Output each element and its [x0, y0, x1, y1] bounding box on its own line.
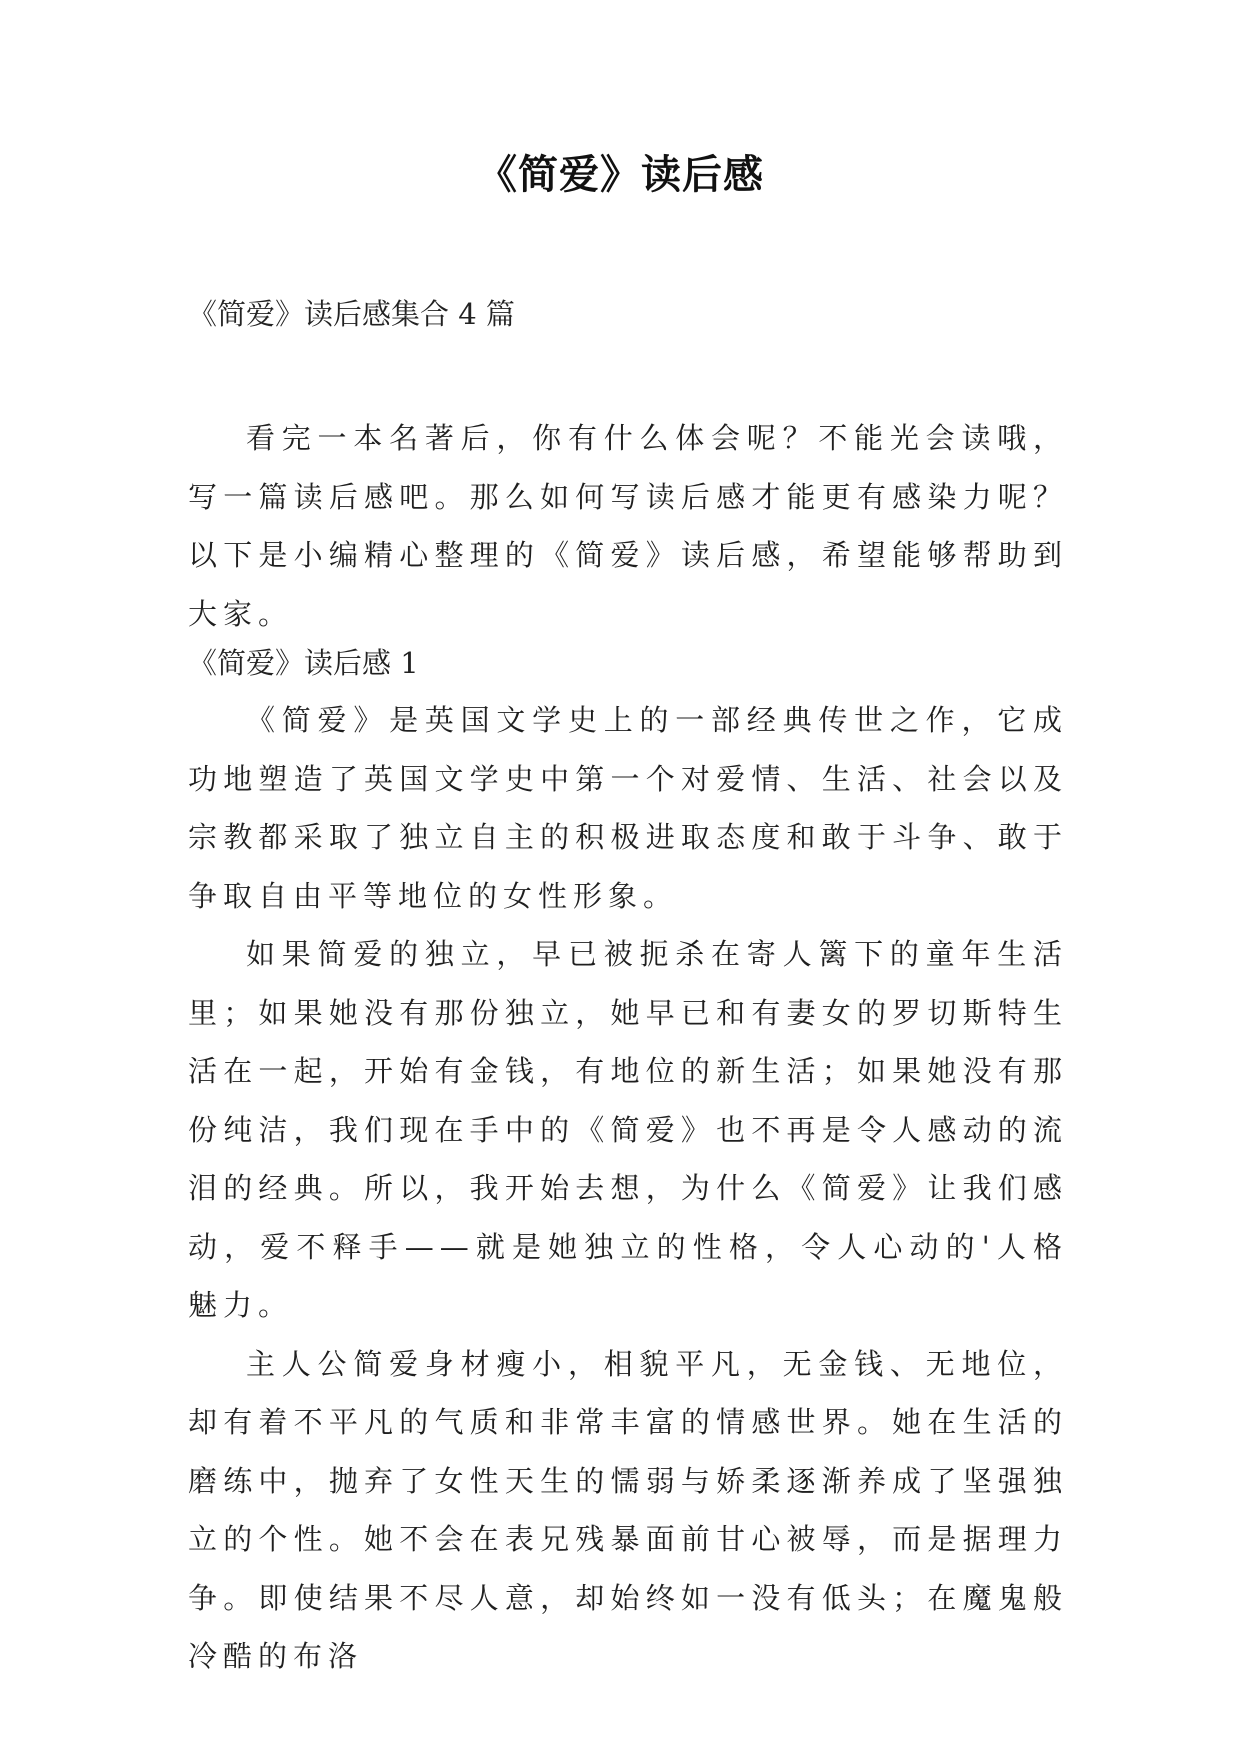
body-paragraph: 《简爱》是英国文学史上的一部经典传世之作，它成功地塑造了英国文学史中第一个对爱情、生活、社会以及宗教都采取了独立自主的积极进取态度和敢于斗争、敢于争取自由平等地位的女性形象。	[188, 703, 1068, 913]
body-paragraph: 主人公简爱身材瘦小，相貌平凡，无金钱、无地位，却有着不平凡的气质和非常丰富的情感世界。她在生活的磨练中，抛弃了女性天生的懦弱与娇柔逐渐养成了坚强独立的个性。她不会在表兄残暴面前甘心被辱，而是据理力争。即使结果不尽人意，却始终如一没有低头；在魔鬼般冷酷的布洛	[188, 1346, 1068, 1673]
document-subtitle: 《简爱》读后感集合 4 篇	[188, 297, 515, 331]
intro-block	[188, 409, 1068, 643]
body-paragraph: 如果简爱的独立，早已被扼杀在寄人篱下的童年生活里；如果她没有那份独立，她早已和有妻女的罗切斯特生活在一起，开始有金钱，有地位的新生活；如果她没有那份纯洁，我们现在手中的《简爱》也不再是令人感动的流泪的经典。所以，我开始去想，为什么《简爱》让我们感动，爱不释手——就是她独立的性格，令人心动的'人格魅力。	[188, 937, 1068, 1322]
intro-paragraph: 看完一本名著后，你有什么体会呢？不能光会读哦，写一篇读后感吧。那么如何写读后感才能更有感染力呢？以下是小编精心整理的《简爱》读后感，希望能够帮助到大家。	[188, 421, 1068, 631]
essay-body	[188, 691, 1068, 1686]
document-title: 《简爱》读后感	[477, 152, 764, 198]
section-heading: 《简爱》读后感 1	[188, 646, 419, 680]
